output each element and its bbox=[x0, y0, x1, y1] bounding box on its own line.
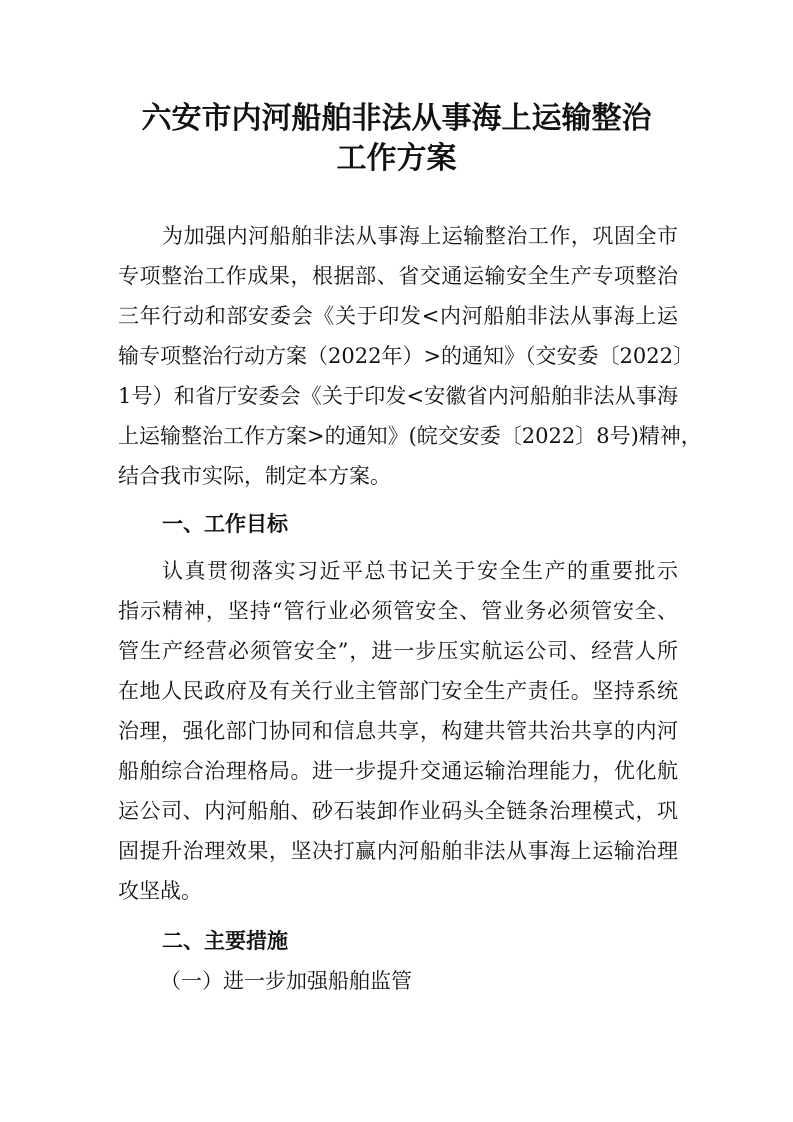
section1-line: 固提升治理效果，坚决打赢内河船舶非法从事海上运输治理 bbox=[118, 839, 678, 863]
section1-line: 指示精神，坚持“管行业必须管安全、管业务必须管安全、 bbox=[118, 599, 678, 623]
intro-line: 专项整治工作成果，根据部、省交通运输安全生产专项整治 bbox=[118, 264, 678, 288]
document-title-line-2: 工作方案 bbox=[336, 141, 457, 176]
section-heading-goals: 一、工作目标 bbox=[162, 512, 288, 536]
intro-line: 1号）和省厅安委会《关于印发<安徽省内河船舶非法从事海 bbox=[118, 384, 678, 408]
intro-line: 上运输整治工作方案>的通知》(皖交安委〔2022〕8号)精神， bbox=[118, 424, 702, 448]
document-title-line-1: 六安市内河船舶非法从事海上运输整治 bbox=[141, 101, 652, 136]
intro-line: 结合我市实际，制定本方案。 bbox=[118, 464, 391, 488]
section1-line: 管生产经营必须管安全”，进一步压实航运公司、经营人所 bbox=[118, 639, 678, 663]
intro-line: 为加强内河船舶非法从事海上运输整治工作，巩固全市 bbox=[162, 224, 678, 248]
section1-line: 认真贯彻落实习近平总书记关于安全生产的重要批示 bbox=[162, 559, 678, 583]
section1-line: 治理，强化部门协同和信息共享，构建共管共治共享的内河 bbox=[118, 719, 678, 743]
intro-line: 输专项整治行动方案（2022年）>的通知》（交安委〔2022〕 bbox=[118, 344, 694, 368]
section1-line: 攻坚战。 bbox=[118, 879, 202, 903]
intro-line: 三年行动和部安委会《关于印发<内河船舶非法从事海上运 bbox=[118, 304, 678, 328]
section-heading-measures: 二、主要措施 bbox=[162, 929, 288, 953]
section1-line: 运公司、内河船舶、砂石装卸作业码头全链条治理模式，巩 bbox=[118, 799, 678, 823]
subsection-heading-ship-supervision: （一）进一步加强船舶监管 bbox=[160, 969, 412, 993]
section1-line: 在地人民政府及有关行业主管部门安全生产责任。坚持系统 bbox=[118, 679, 678, 703]
section1-line: 船舶综合治理格局。进一步提升交通运输治理能力，优化航 bbox=[118, 759, 678, 783]
